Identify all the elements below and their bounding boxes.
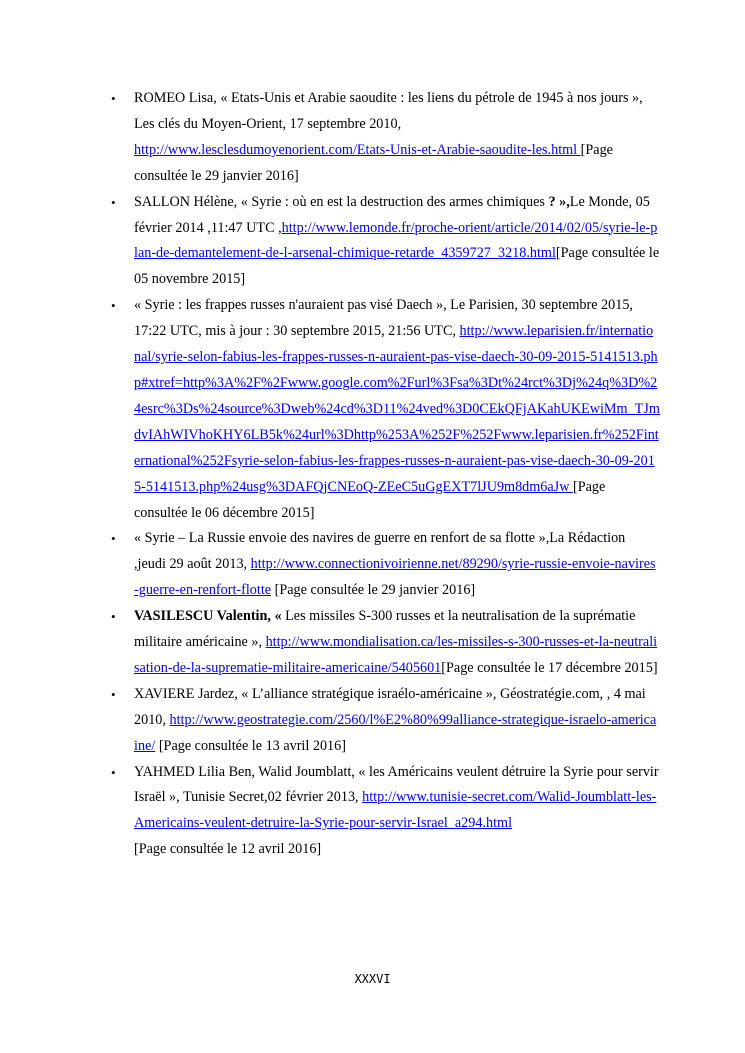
bullet-icon: •	[111, 764, 116, 780]
bullet-icon: •	[111, 298, 116, 314]
reference-text: « Syrie – La Russie envoie des navires de guerre en renfort de sa flotte »,La Rédaction ,jeudi 29 août 2013,	[134, 530, 626, 573]
reference-link[interactable]: http://www.mondialisation.ca/les-missiles-s-300-russes-et-la-neutralisation-de-la-suprematie-militaire-americaine/5405601	[134, 634, 658, 676]
reference-item	[108, 86, 660, 190]
consulted-date: [Page consultée le 17 décembre 2015]	[441, 659, 658, 676]
reference-item	[108, 604, 660, 682]
bullet-icon: •	[111, 531, 116, 547]
bullet-icon: •	[111, 686, 116, 702]
reference-text: XAVIERE Jardez, « L’alliance stratégique israélo-américaine », Géostratégie.com, , 4 mai 2010,	[134, 685, 646, 728]
reference-text: Le Monde, 05 février 2014 ,11:47 UTC ,	[134, 193, 650, 236]
reference-list	[108, 86, 660, 863]
reference-text-bold: ? »,	[548, 193, 570, 210]
bullet-icon: •	[111, 91, 116, 106]
reference-text: Les missiles S-300 russes et la neutralisation de la suprématie militaire américaine »,	[134, 608, 636, 651]
bullet-icon: •	[111, 194, 116, 210]
reference-item	[108, 190, 660, 294]
reference-author: SALLON Hélène,	[134, 193, 241, 210]
reference-link[interactable]: http://www.tunisie-secret.com/Walid-Joumblatt-les-Americains-veulent-detruire-la-Syrie-pour-servir-Israel_a294.html	[134, 789, 657, 832]
consulted-date: [Page consultée le 06 décembre 2015]	[134, 478, 606, 521]
consulted-date: [Page consultée le 29 janvier 2016]	[134, 141, 613, 184]
consulted-date: [Page consultée le 13 avril 2016]	[155, 737, 346, 754]
reference-item	[108, 682, 660, 760]
reference-text: « Syrie : où en est la destruction des armes chimiques	[240, 193, 549, 210]
reference-text: YAHMED Lilia Ben, Walid Joumblatt, « les Américains veulent détruire la Syrie pour servir Israël », Tunisie Secret,02 février 2013,	[134, 763, 659, 806]
reference-author: ROMEO Lisa,	[134, 90, 221, 106]
reference-item	[108, 526, 660, 604]
consulted-date: [Page consultée le 29 janvier 2016]	[271, 582, 476, 599]
reference-item	[108, 760, 660, 864]
reference-link[interactable]: http://www.lemonde.fr/proche-orient/article/2014/02/05/syrie-le-plan-de-demantelement-de-l-arsenal-chimique-retarde_4359727_3218.html	[134, 219, 658, 262]
consulted-date: [Page consultée le 12 avril 2016]	[134, 841, 322, 858]
reference-text: « Etats-Unis et Arabie saoudite : les liens du pétrole de 1945 à nos jours », Les clés du Moyen-Orient, 17 septembre 2010,	[134, 90, 643, 132]
reference-link[interactable]: http://www.leparisien.fr/international/syrie-selon-fabius-les-frappes-russes-n-auraient-pas-vise-daech-30-09-2015-5141513.php#xtref=http%3A%2F%2Fwww.google.com%2Furl%3Fsa%3Dt%24rct%3Dj%24q%3D%24esrc%3Ds%24source%3Dweb%24cd%3D11%24ved%3D0CEkQFjAKahUKEwiMm_TJmdvIAhWIVhoKHY6LB5k%24url%3Dhttp%253A%252F%252Fwww.leparisien.fr%252Finternational%252Fsyrie-selon-fabius-les-frappes-russes-n-auraient-pas-vise-daech-30-09-2015-5141513.php%24usg%3DAFQjCNEoQ-ZEeC5uGgEXT7lJU9m8dm6aJw	[134, 323, 660, 495]
reference-item	[108, 293, 660, 526]
bullet-icon: •	[111, 609, 116, 625]
reference-link[interactable]: http://www.geostrategie.com/2560/l%E2%80%99alliance-strategique-israelo-americaine/	[134, 711, 657, 754]
consulted-date: [Page consultée le 05 novembre 2015]	[134, 245, 660, 288]
reference-author: VASILESCU Valentin, «	[134, 608, 286, 625]
reference-link[interactable]: http://www.lesclesdumoyenorient.com/Etats-Unis-et-Arabie-saoudite-les.html	[134, 141, 581, 158]
page-number: XXXVI	[354, 972, 391, 986]
reference-link[interactable]: http://www.connectionivoirienne.net/89290/syrie-russie-envoie-navires-guerre-en-renfort-flotte	[134, 556, 656, 599]
reference-text: « Syrie : les frappes russes n'auraient pas visé Daech », Le Parisien, 30 septembre 2015, 17:22 UTC, mis à jour : 30 septembre 2015, 21:56 UTC,	[134, 297, 633, 340]
